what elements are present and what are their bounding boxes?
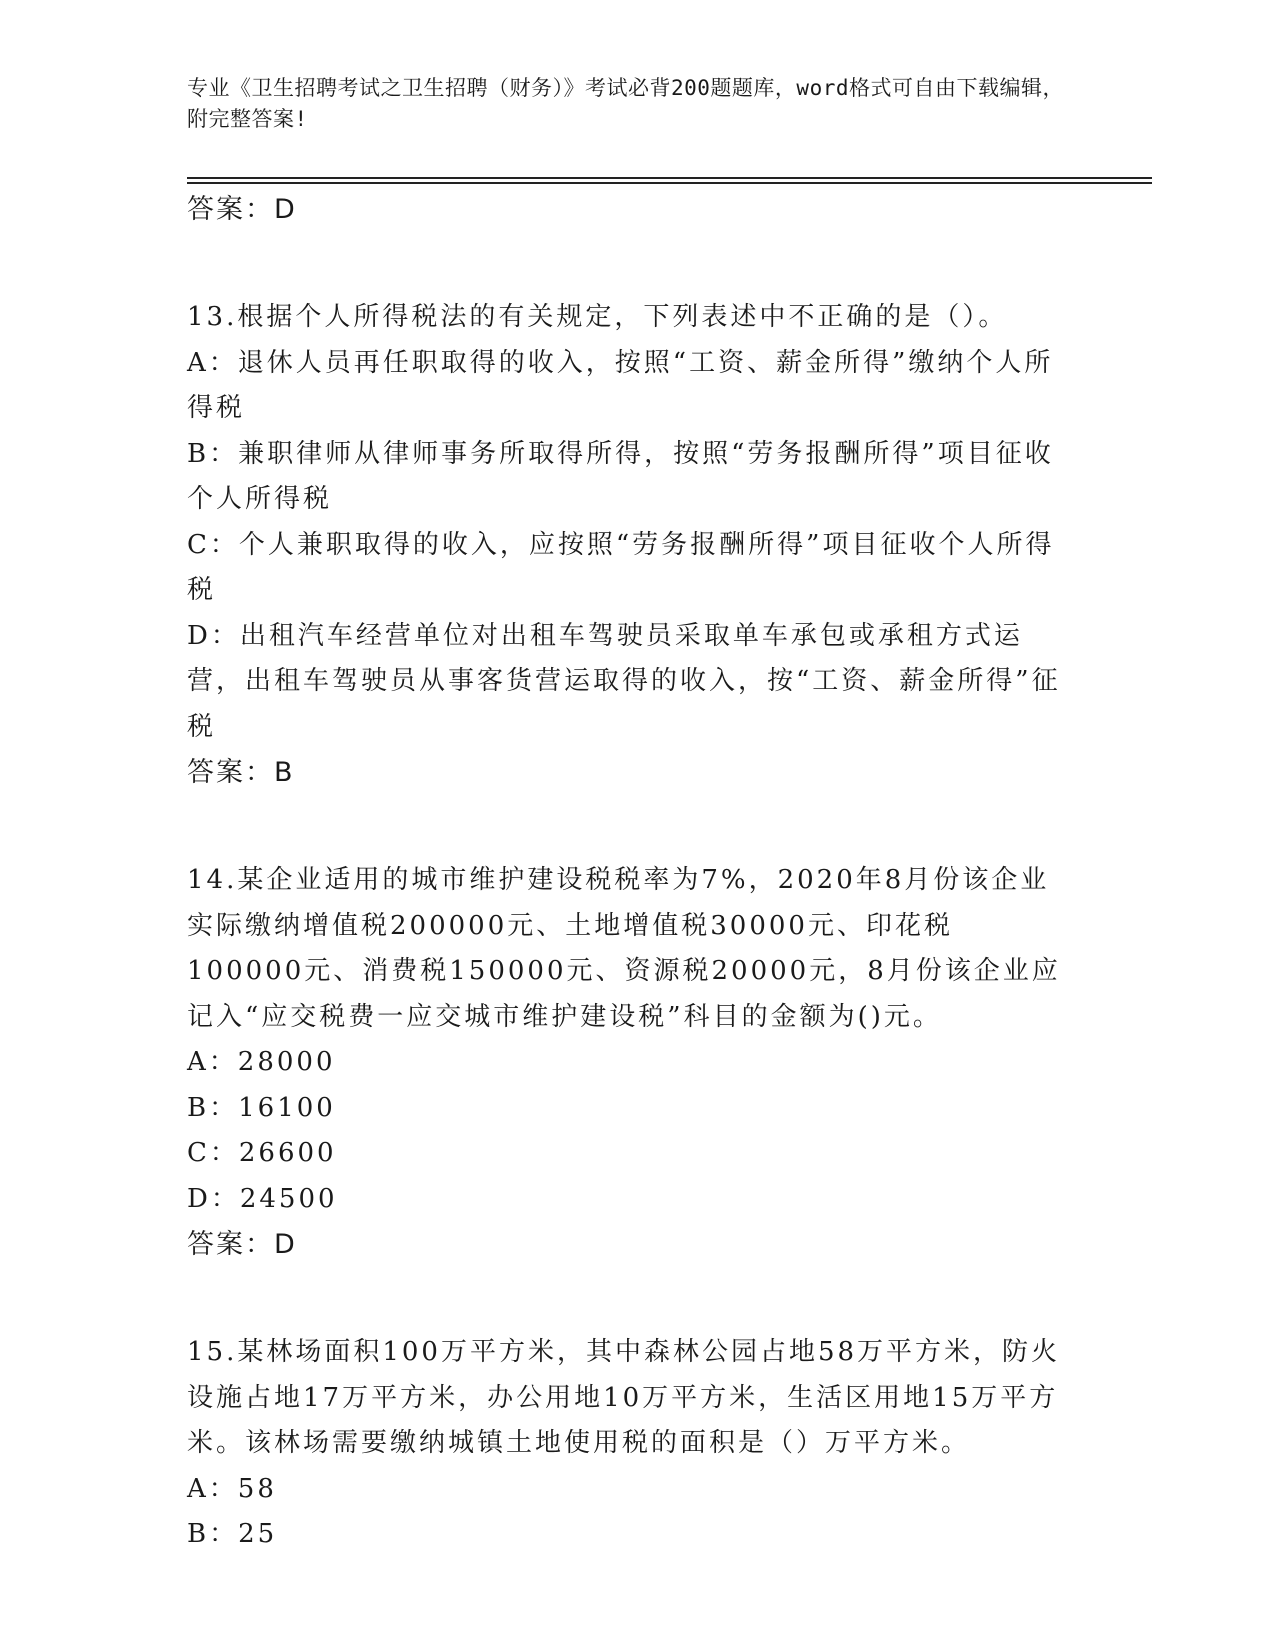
option-a: A：28000 xyxy=(187,1047,336,1077)
spacer xyxy=(187,233,1067,295)
question-block xyxy=(187,295,1067,796)
option-b: B：兼职律师从律师事务所取得所得，按照“劳务报酬所得”项目征收个人所得税 xyxy=(187,438,1054,514)
document-header: 专业《卫生招聘考试之卫生招聘（财务）》考试必背200题题库，word格式可自由下载编辑，附完整答案! xyxy=(187,76,1064,131)
option-d: D：24500 xyxy=(187,1183,338,1214)
option-a: A：58 xyxy=(187,1473,277,1504)
question-block xyxy=(187,1330,1067,1558)
spacer xyxy=(187,796,1067,858)
question-text: 13.根据个人所得税法的有关规定，下列表述中不正确的是（）。 xyxy=(187,302,1008,332)
spacer xyxy=(187,1268,1067,1330)
question-text: 14.某企业适用的城市维护建设税税率为7%，2020年8月份该企业实际缴纳增值税200000元、土地增值税30000元、印花税100000元、消费税150000元、资源税20000元，8月份该企业应记入“应交税费一应交城市维护建设税”科目的金额为()元。 xyxy=(187,865,1061,1032)
header-rule-bottom xyxy=(187,182,1152,184)
question-text: 15.某林场面积100万平方米，其中森林公园占地58万平方米，防火设施占地17万平方米，办公用地10万平方米，生活区用地15万平方米。该林场需要缴纳城镇土地使用税的面积是（）万平方米。 xyxy=(187,1337,1061,1458)
document-body xyxy=(187,187,1067,1558)
option-d: D：出租汽车经营单位对出租车驾驶员采取单车承包或承租方式运营，出租车驾驶员从事客货营运取得的收入，按“工资、薪金所得”征税 xyxy=(187,620,1061,742)
option-c: C：个人兼职取得的收入，应按照“劳务报酬所得”项目征收个人所得税 xyxy=(187,529,1055,605)
answer-line: 答案：D xyxy=(187,1229,297,1260)
answer-line: 答案：D xyxy=(187,194,297,225)
option-b: B：25 xyxy=(187,1519,278,1549)
question-block xyxy=(187,858,1067,1268)
option-a: A：退休人员再任职取得的收入，按照“工资、薪金所得”缴纳个人所得税 xyxy=(187,347,1054,423)
option-c: C：26600 xyxy=(187,1138,337,1168)
option-b: B：16100 xyxy=(187,1092,336,1123)
header-rule-top xyxy=(187,177,1152,179)
answer-line: 答案：B xyxy=(187,757,295,788)
